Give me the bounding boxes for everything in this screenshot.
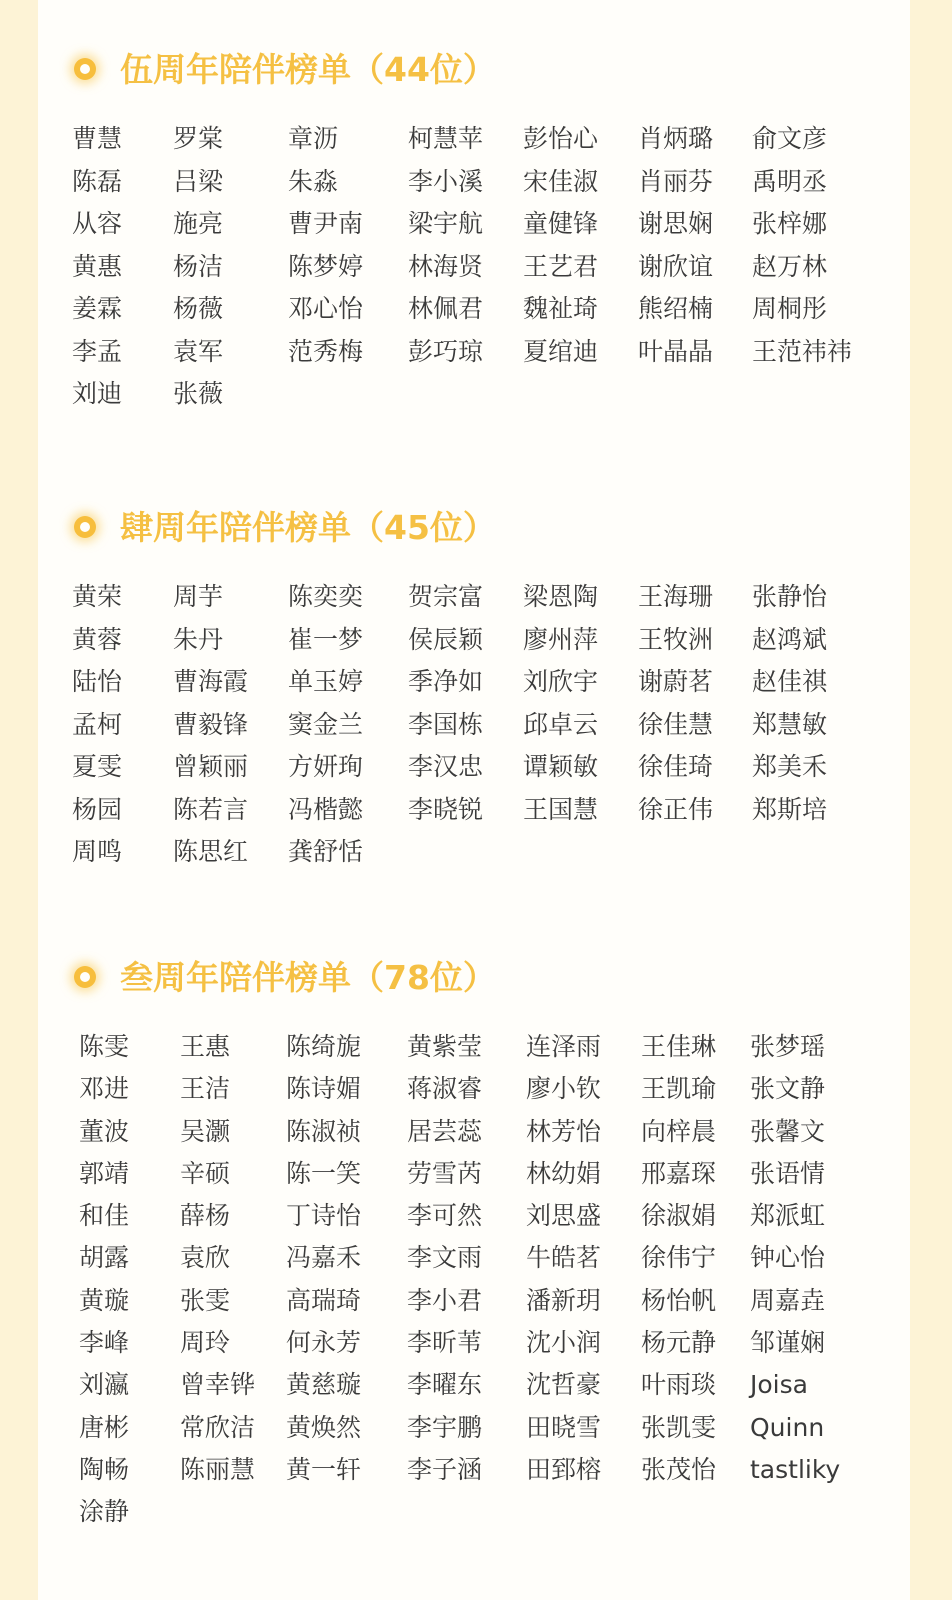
name-item: 姜霖 bbox=[72, 294, 123, 323]
name-item: 袁军 bbox=[173, 336, 224, 366]
name-item: 唐彬 bbox=[79, 1412, 130, 1442]
name-item: 张馨文 bbox=[750, 1116, 826, 1146]
name-item: 杨薇 bbox=[173, 294, 224, 323]
name-item: 赵鸿斌 bbox=[752, 624, 828, 654]
name-item: 张文静 bbox=[750, 1074, 826, 1104]
name-item: 林海贤 bbox=[408, 251, 484, 281]
name-item: 田郅榕 bbox=[526, 1454, 602, 1484]
name-item: 曾颖丽 bbox=[173, 752, 249, 781]
name-item: 邱卓云 bbox=[523, 709, 599, 739]
section-3rd-anniversary bbox=[38, 952, 910, 1527]
name-item: 沈哲豪 bbox=[526, 1370, 602, 1400]
name-item: 连泽雨 bbox=[526, 1032, 602, 1061]
name-item: 陈磊 bbox=[72, 166, 123, 196]
name-item: 魏祉琦 bbox=[523, 294, 599, 323]
name-item: 张凯雯 bbox=[641, 1412, 717, 1442]
name-item: 邓心怡 bbox=[288, 294, 364, 323]
name-item: 曾幸铧 bbox=[180, 1370, 256, 1400]
circle-bullet-icon bbox=[74, 516, 96, 538]
name-item: 王凯瑜 bbox=[641, 1074, 717, 1104]
name-item: 谢蔚茗 bbox=[638, 667, 714, 696]
name-item: 曹毅锋 bbox=[173, 709, 249, 739]
name-item: 林佩君 bbox=[408, 294, 484, 323]
name-item: Joisa bbox=[750, 1370, 808, 1400]
name-item: 夏绾迪 bbox=[523, 336, 599, 366]
name-item: 郑慧敏 bbox=[752, 709, 828, 739]
name-item: 张梦瑶 bbox=[750, 1032, 826, 1061]
name-item: 窦金兰 bbox=[288, 709, 364, 739]
name-item: 陶畅 bbox=[79, 1454, 130, 1484]
name-item: 王洁 bbox=[180, 1074, 231, 1104]
name-item: 廖小钦 bbox=[526, 1074, 602, 1104]
name-item: 谭颖敏 bbox=[523, 752, 599, 781]
name-item: 黄焕然 bbox=[286, 1412, 362, 1442]
name-item: 罗棠 bbox=[173, 124, 224, 153]
name-item: 王海珊 bbox=[638, 582, 714, 611]
name-item: 蒋淑睿 bbox=[407, 1074, 483, 1104]
name-item: 周鸣 bbox=[72, 837, 123, 866]
name-item: 董波 bbox=[79, 1116, 130, 1146]
name-item: 范秀梅 bbox=[288, 336, 364, 366]
name-item: 冯嘉禾 bbox=[286, 1243, 362, 1273]
name-item: 邢嘉琛 bbox=[641, 1158, 717, 1188]
name-item: 张茂怡 bbox=[641, 1454, 717, 1484]
name-item: 肖丽芬 bbox=[638, 166, 714, 196]
name-item: Quinn bbox=[750, 1412, 825, 1442]
name-item: 王国慧 bbox=[523, 794, 599, 824]
name-item: 和佳 bbox=[79, 1201, 130, 1231]
name-item: 劳雪芮 bbox=[407, 1158, 483, 1188]
name-item: 常欣洁 bbox=[180, 1412, 256, 1442]
name-item: 李小君 bbox=[407, 1285, 483, 1315]
name-item: 陈雯 bbox=[79, 1032, 130, 1061]
name-item: 李晓锐 bbox=[408, 794, 484, 824]
name-item: 刘欣宇 bbox=[523, 667, 599, 696]
section-title: 肆周年陪伴榜单（45位） bbox=[120, 508, 496, 547]
name-item: 夏雯 bbox=[72, 752, 123, 781]
name-item: 陈诗媚 bbox=[286, 1074, 362, 1104]
name-item: 王范祎祎 bbox=[752, 336, 853, 366]
name-item: 张梓娜 bbox=[752, 209, 828, 238]
name-item: 梁宇航 bbox=[408, 209, 484, 238]
name-item: 陆怡 bbox=[72, 667, 123, 696]
name-item: 陈奕奕 bbox=[288, 582, 364, 611]
name-item: 薛杨 bbox=[180, 1201, 231, 1231]
name-item: 陈梦婷 bbox=[288, 251, 364, 281]
name-item: 禹明丞 bbox=[752, 166, 828, 196]
name-item: 朱丹 bbox=[173, 624, 224, 654]
name-item: 陈一笑 bbox=[286, 1158, 362, 1188]
name-item: 侯辰颖 bbox=[408, 624, 484, 654]
name-item: 刘思盛 bbox=[526, 1201, 602, 1231]
name-item: 刘迪 bbox=[72, 379, 123, 408]
name-item: 赵万林 bbox=[752, 251, 828, 281]
name-item: 杨元静 bbox=[641, 1328, 717, 1358]
name-item: 张静怡 bbox=[752, 582, 828, 611]
name-item: 刘瀛 bbox=[79, 1370, 130, 1400]
section-title: 伍周年陪伴榜单（44位） bbox=[120, 50, 496, 89]
name-item: 熊绍楠 bbox=[638, 294, 714, 323]
name-item: tastliky bbox=[750, 1454, 841, 1484]
name-item: 李昕苇 bbox=[407, 1328, 483, 1358]
name-item: 叶晶晶 bbox=[638, 336, 714, 366]
name-item: 崔一梦 bbox=[288, 624, 364, 654]
name-item: 李曜东 bbox=[407, 1370, 483, 1400]
name-item: 黄一轩 bbox=[286, 1454, 362, 1484]
name-item: 梁恩陶 bbox=[523, 582, 599, 611]
section-5th-anniversary bbox=[38, 44, 910, 408]
section-header bbox=[38, 44, 910, 96]
name-item: 周嘉垚 bbox=[750, 1285, 826, 1315]
name-item: 曹尹南 bbox=[288, 209, 364, 238]
name-item: 柯慧苹 bbox=[408, 124, 484, 153]
name-item: 李文雨 bbox=[407, 1243, 483, 1273]
name-list bbox=[72, 118, 902, 416]
name-item: 牛皓茗 bbox=[526, 1243, 602, 1273]
name-item: 陈绮旎 bbox=[286, 1032, 362, 1061]
name-item: 李国栋 bbox=[408, 709, 484, 739]
name-item: 龚舒恬 bbox=[288, 837, 364, 866]
name-item: 肖炳璐 bbox=[638, 124, 714, 153]
section-header bbox=[38, 502, 910, 554]
name-item: 宋佳淑 bbox=[523, 166, 599, 196]
name-item: 袁欣 bbox=[180, 1243, 231, 1273]
name-item: 黄惠 bbox=[72, 251, 123, 281]
name-item: 童健锋 bbox=[523, 209, 599, 238]
name-item: 李峰 bbox=[79, 1328, 130, 1358]
card bbox=[38, 0, 910, 1600]
name-item: 丁诗怡 bbox=[286, 1201, 362, 1231]
section-4th-anniversary bbox=[38, 502, 910, 866]
name-item: 季净如 bbox=[408, 667, 484, 696]
name-item: 陈淑祯 bbox=[286, 1116, 362, 1146]
name-item: 王艺君 bbox=[523, 251, 599, 281]
name-item: 彭巧琼 bbox=[408, 336, 484, 366]
name-item: 向梓晨 bbox=[641, 1116, 717, 1146]
name-item: 钟心怡 bbox=[750, 1243, 826, 1273]
name-item: 黄蓉 bbox=[72, 624, 123, 654]
name-item: 孟柯 bbox=[72, 709, 123, 739]
name-item: 杨怡帆 bbox=[641, 1285, 717, 1315]
name-item: 陈若言 bbox=[173, 794, 249, 824]
name-item: 赵佳祺 bbox=[752, 667, 828, 696]
name-item: 吴灏 bbox=[180, 1116, 231, 1146]
name-item: 黄慈璇 bbox=[286, 1370, 362, 1400]
section-header bbox=[38, 952, 910, 1004]
name-item: 田晓雪 bbox=[526, 1412, 602, 1442]
name-item: 单玉婷 bbox=[288, 667, 364, 696]
name-item: 黄紫莹 bbox=[407, 1032, 483, 1061]
name-item: 郑斯培 bbox=[752, 794, 828, 824]
name-item: 张雯 bbox=[180, 1285, 231, 1315]
name-item: 彭怡心 bbox=[523, 124, 599, 153]
name-item: 张语情 bbox=[750, 1158, 826, 1188]
name-item: 周桐彤 bbox=[752, 294, 828, 323]
name-item: 林幼娟 bbox=[526, 1158, 602, 1188]
name-list bbox=[79, 1026, 909, 1534]
name-item: 潘新玥 bbox=[526, 1285, 602, 1315]
name-item: 陈思红 bbox=[173, 837, 249, 866]
name-item: 李可然 bbox=[407, 1201, 483, 1231]
name-item: 贺宗富 bbox=[408, 582, 484, 611]
name-item: 吕梁 bbox=[173, 166, 224, 196]
name-item: 张薇 bbox=[173, 379, 224, 408]
name-item: 何永芳 bbox=[286, 1328, 362, 1358]
name-item: 曹海霞 bbox=[173, 667, 249, 696]
name-item: 辛硕 bbox=[180, 1158, 231, 1188]
name-item: 郑派虹 bbox=[750, 1201, 826, 1231]
name-item: 涂静 bbox=[79, 1497, 130, 1527]
name-item: 朱淼 bbox=[288, 166, 339, 196]
name-item: 黄荣 bbox=[72, 582, 123, 611]
name-item: 王牧洲 bbox=[638, 624, 714, 654]
name-item: 曹慧 bbox=[72, 124, 123, 153]
name-item: 谢欣谊 bbox=[638, 251, 714, 281]
name-item: 叶雨琰 bbox=[641, 1370, 717, 1400]
name-item: 杨洁 bbox=[173, 251, 224, 281]
name-item: 黄璇 bbox=[79, 1285, 130, 1315]
name-item: 李孟 bbox=[72, 336, 123, 366]
name-item: 周玲 bbox=[180, 1328, 231, 1358]
circle-bullet-icon bbox=[74, 966, 96, 988]
name-item: 郑美禾 bbox=[752, 752, 828, 781]
name-item: 邹谨娴 bbox=[750, 1328, 826, 1358]
name-item: 从容 bbox=[72, 209, 123, 238]
name-item: 郭靖 bbox=[79, 1158, 130, 1188]
name-item: 李宇鹏 bbox=[407, 1412, 483, 1442]
name-item: 周芋 bbox=[173, 582, 224, 611]
name-item: 方妍珣 bbox=[288, 752, 364, 781]
name-item: 邓进 bbox=[79, 1074, 130, 1104]
name-item: 施亮 bbox=[173, 209, 224, 238]
name-item: 王佳琳 bbox=[641, 1032, 717, 1061]
name-item: 谢思娴 bbox=[638, 209, 714, 238]
name-list bbox=[72, 576, 902, 874]
name-item: 徐淑娟 bbox=[641, 1201, 717, 1231]
name-item: 李小溪 bbox=[408, 166, 484, 196]
name-item: 高瑞琦 bbox=[286, 1285, 362, 1315]
name-item: 徐佳琦 bbox=[638, 752, 714, 781]
name-item: 冯楷懿 bbox=[288, 794, 364, 824]
name-item: 王惠 bbox=[180, 1032, 231, 1061]
name-item: 廖州萍 bbox=[523, 624, 599, 654]
name-item: 杨园 bbox=[72, 794, 123, 824]
circle-bullet-icon bbox=[74, 58, 96, 80]
name-item: 徐伟宁 bbox=[641, 1243, 717, 1273]
name-item: 陈丽慧 bbox=[180, 1454, 256, 1484]
name-item: 徐正伟 bbox=[638, 794, 714, 824]
name-item: 胡露 bbox=[79, 1243, 130, 1273]
name-item: 沈小润 bbox=[526, 1328, 602, 1358]
name-item: 俞文彦 bbox=[752, 124, 828, 153]
name-item: 林芳怡 bbox=[526, 1116, 602, 1146]
name-item: 章沥 bbox=[288, 124, 339, 153]
section-title: 叁周年陪伴榜单（78位） bbox=[120, 958, 496, 997]
name-item: 徐佳慧 bbox=[638, 709, 714, 739]
name-item: 居芸蕊 bbox=[407, 1116, 483, 1146]
name-item: 李子涵 bbox=[407, 1454, 483, 1484]
name-item: 李汉忠 bbox=[408, 752, 484, 781]
